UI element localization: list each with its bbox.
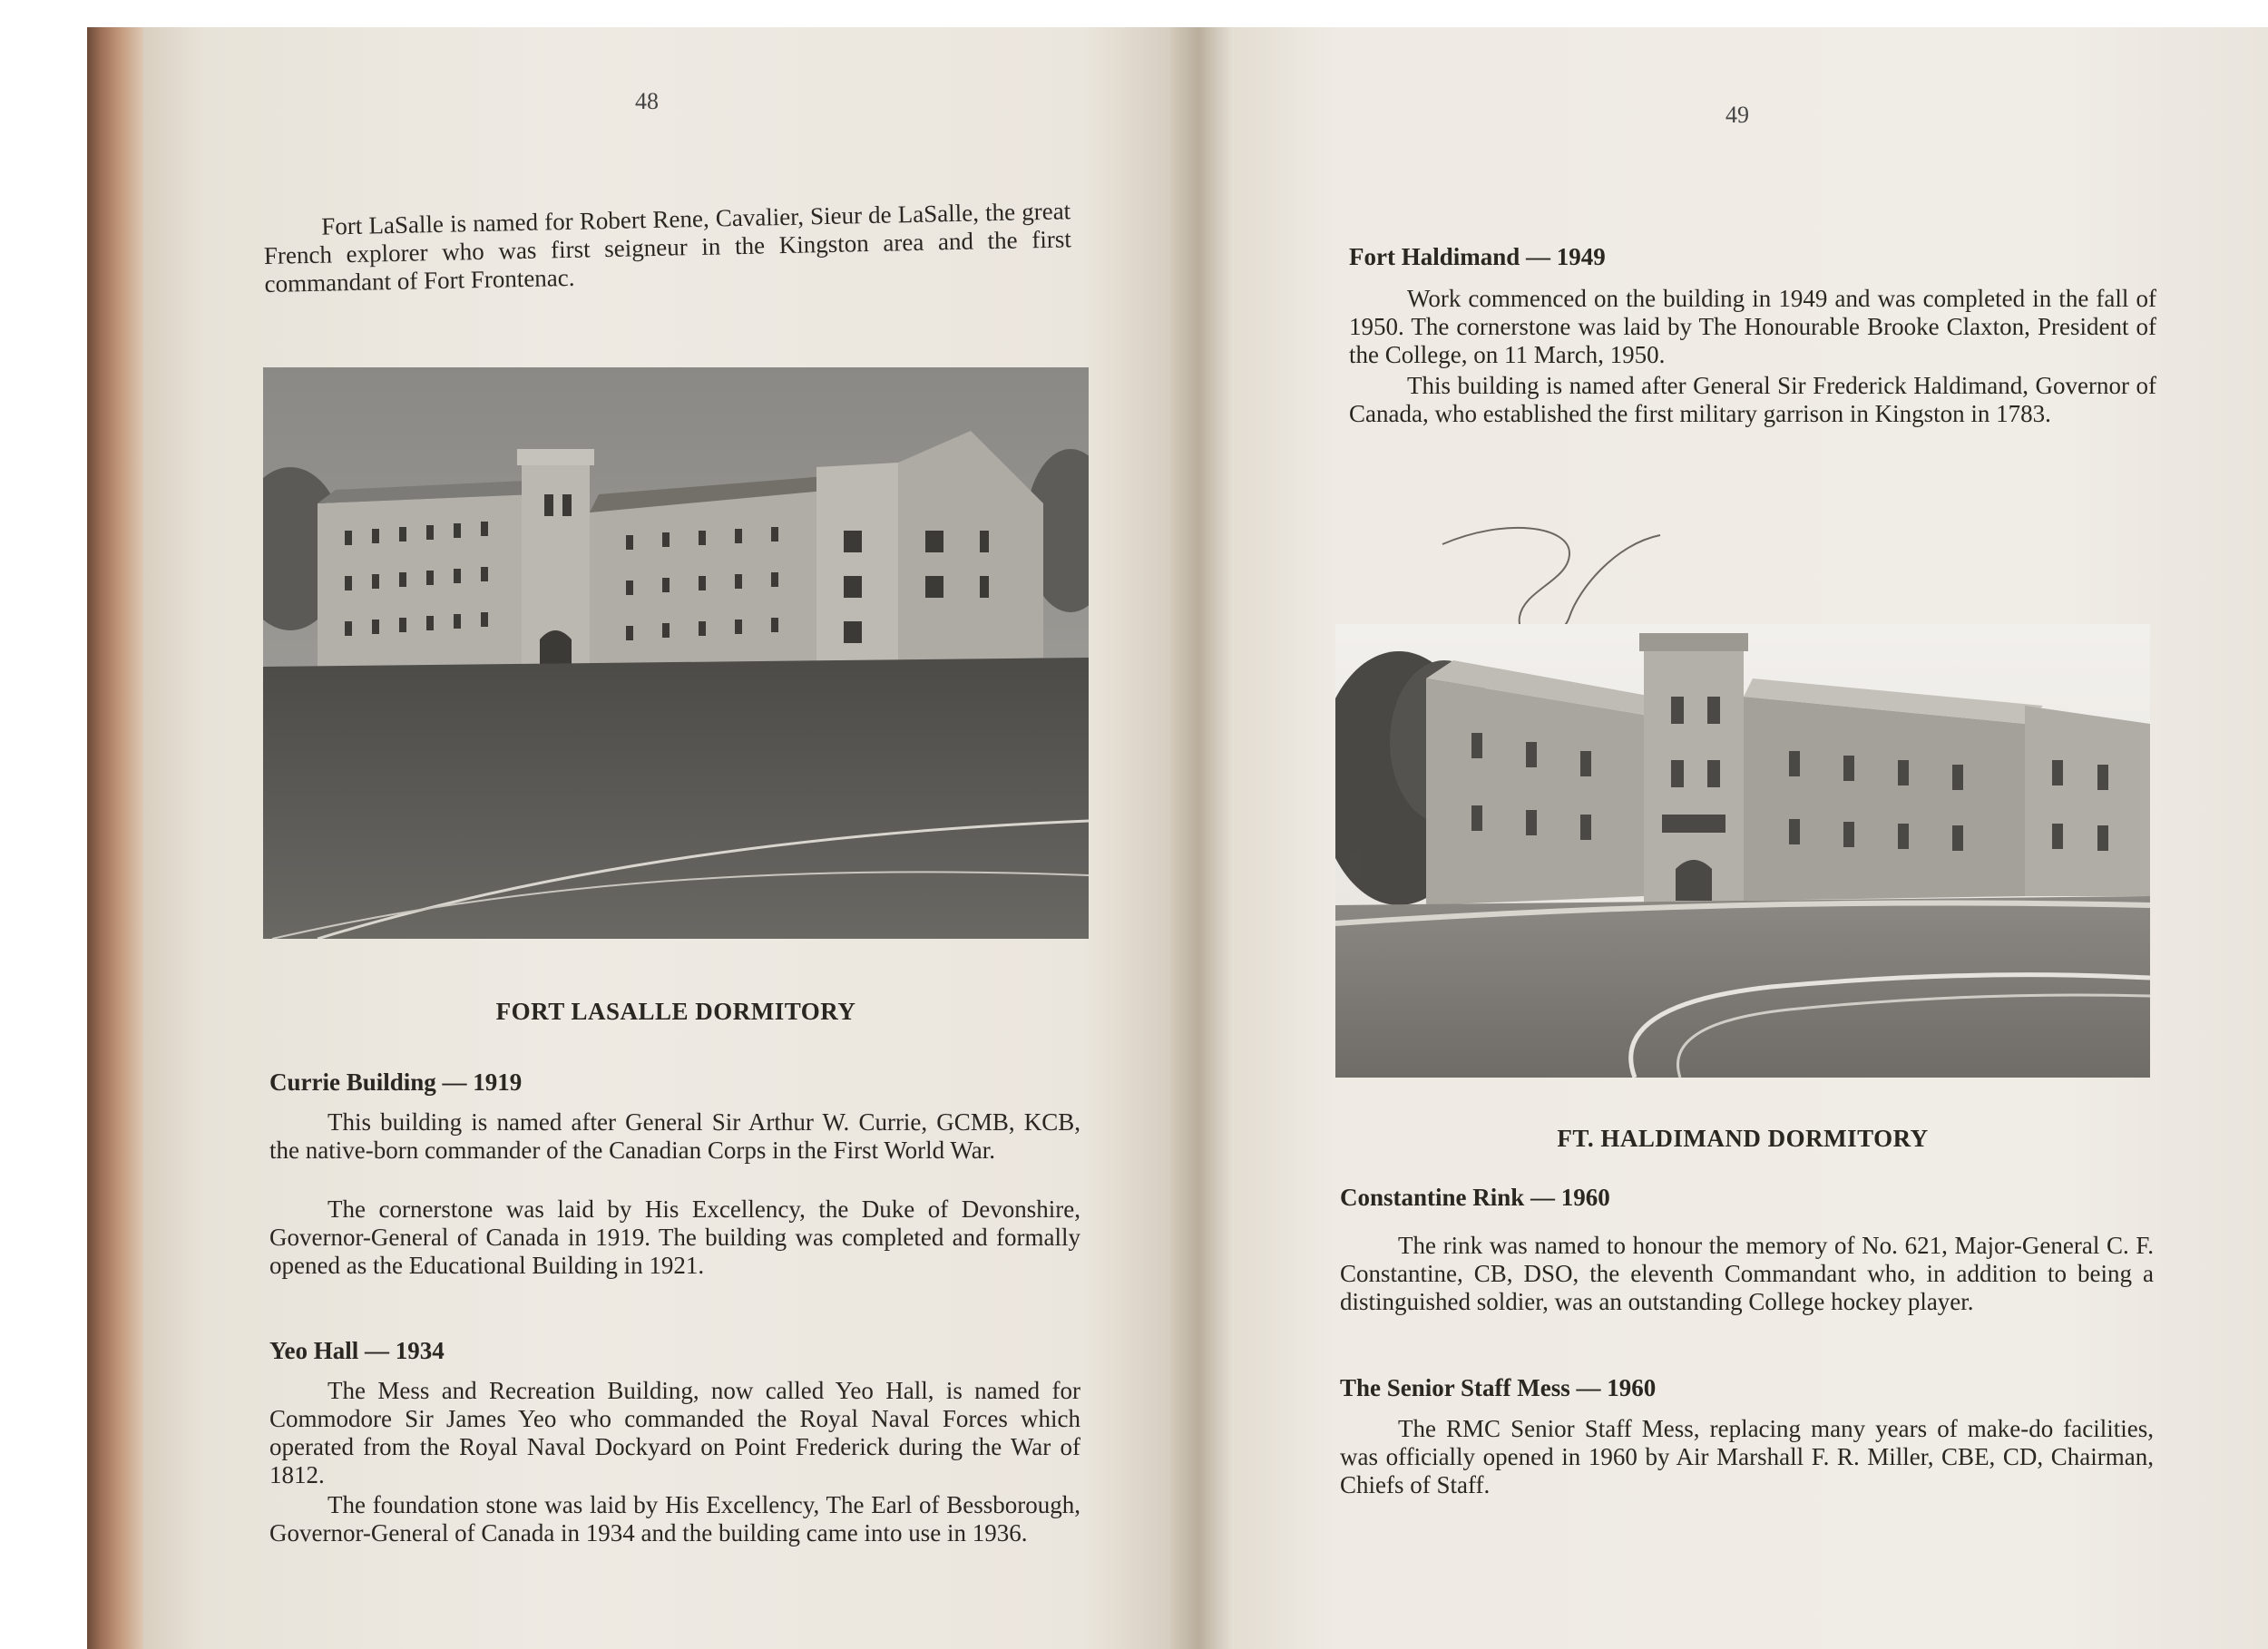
book-gutter [1170, 27, 1234, 1649]
fort-lasalle-intro: Fort LaSalle is named for Robert Rene, Cavalier, Sieur de LaSalle, the great French explorer who was first seigneur in the Kingston area and the first commandant of Fort Frontenac. [263, 197, 1072, 298]
yeo-hall-paragraph-1: The Mess and Recreation Building, now called Yeo Hall, is named for Commodore Sir James Yeo who commanded the Royal Naval Forces which operated from the Royal Naval Dockyard on Point Frederick during the War of 1812. [269, 1377, 1080, 1488]
currie-building-heading: Currie Building — 1919 [269, 1068, 523, 1096]
constantine-rink-heading: Constantine Rink — 1960 [1340, 1184, 1610, 1211]
fort-haldimand-paragraph-2: This building is named after General Sir Frederick Haldimand, Governor of Canada, who established the first military garrison in Kingston in 1783. [1349, 372, 2156, 427]
senior-staff-mess-heading: The Senior Staff Mess — 1960 [1340, 1374, 1657, 1401]
fort-haldimand-paragraph-1: Work commenced on the building in 1949 and was completed in the fall of 1950. The cornerstone was laid by The Honourable Brooke Claxton, President of the College, on 11 March, 1950. [1349, 285, 2156, 368]
fort-haldimand-heading: Fort Haldimand — 1949 [1349, 243, 1606, 270]
constantine-rink-paragraph: The rink was named to honour the memory of No. 621, Major-General C. F. Constantine, CB, DSO, the eleventh Commandant who, in addition to being a distinguished soldier, was an outstanding College hockey player. [1340, 1232, 2154, 1315]
fort-lasalle-caption: FORT LASALLE DORMITORY [495, 998, 856, 1025]
left-page-number: 48 [635, 88, 659, 114]
yeo-hall-paragraph-2: The foundation stone was laid by His Excellency, The Earl of Bessborough, Governor-General of Canada in 1934 and the building came into use in 1936. [269, 1491, 1080, 1547]
right-page-number: 49 [1725, 102, 1749, 128]
currie-building-paragraph-1: This building is named after General Sir Arthur W. Currie, GCMB, KCB, the native-born commander of the Canadian Corps in the First World War. [269, 1108, 1080, 1164]
fort-haldimand-building-illustration [1335, 624, 2150, 1078]
fort-haldimand-photo [1335, 624, 2150, 1078]
yeo-hall-heading: Yeo Hall — 1934 [269, 1337, 445, 1364]
fort-lasalle-building-illustration [263, 367, 1089, 939]
senior-staff-mess-paragraph: The RMC Senior Staff Mess, replacing many years of make-do facilities, was officially opened in 1960 by Air Marshall F. R. Miller, CBE, CD, Chairman, Chiefs of Staff. [1340, 1415, 2154, 1498]
fort-haldimand-caption: FT. HALDIMAND DORMITORY [1557, 1125, 1929, 1152]
currie-building-paragraph-2: The cornerstone was laid by His Excellency, the Duke of Devonshire, Governor-General of Canada in 1919. The building was completed and formally opened as the Educational Building in 1921. [269, 1195, 1080, 1279]
page-edges [87, 27, 143, 1649]
fort-lasalle-photo [263, 367, 1089, 939]
